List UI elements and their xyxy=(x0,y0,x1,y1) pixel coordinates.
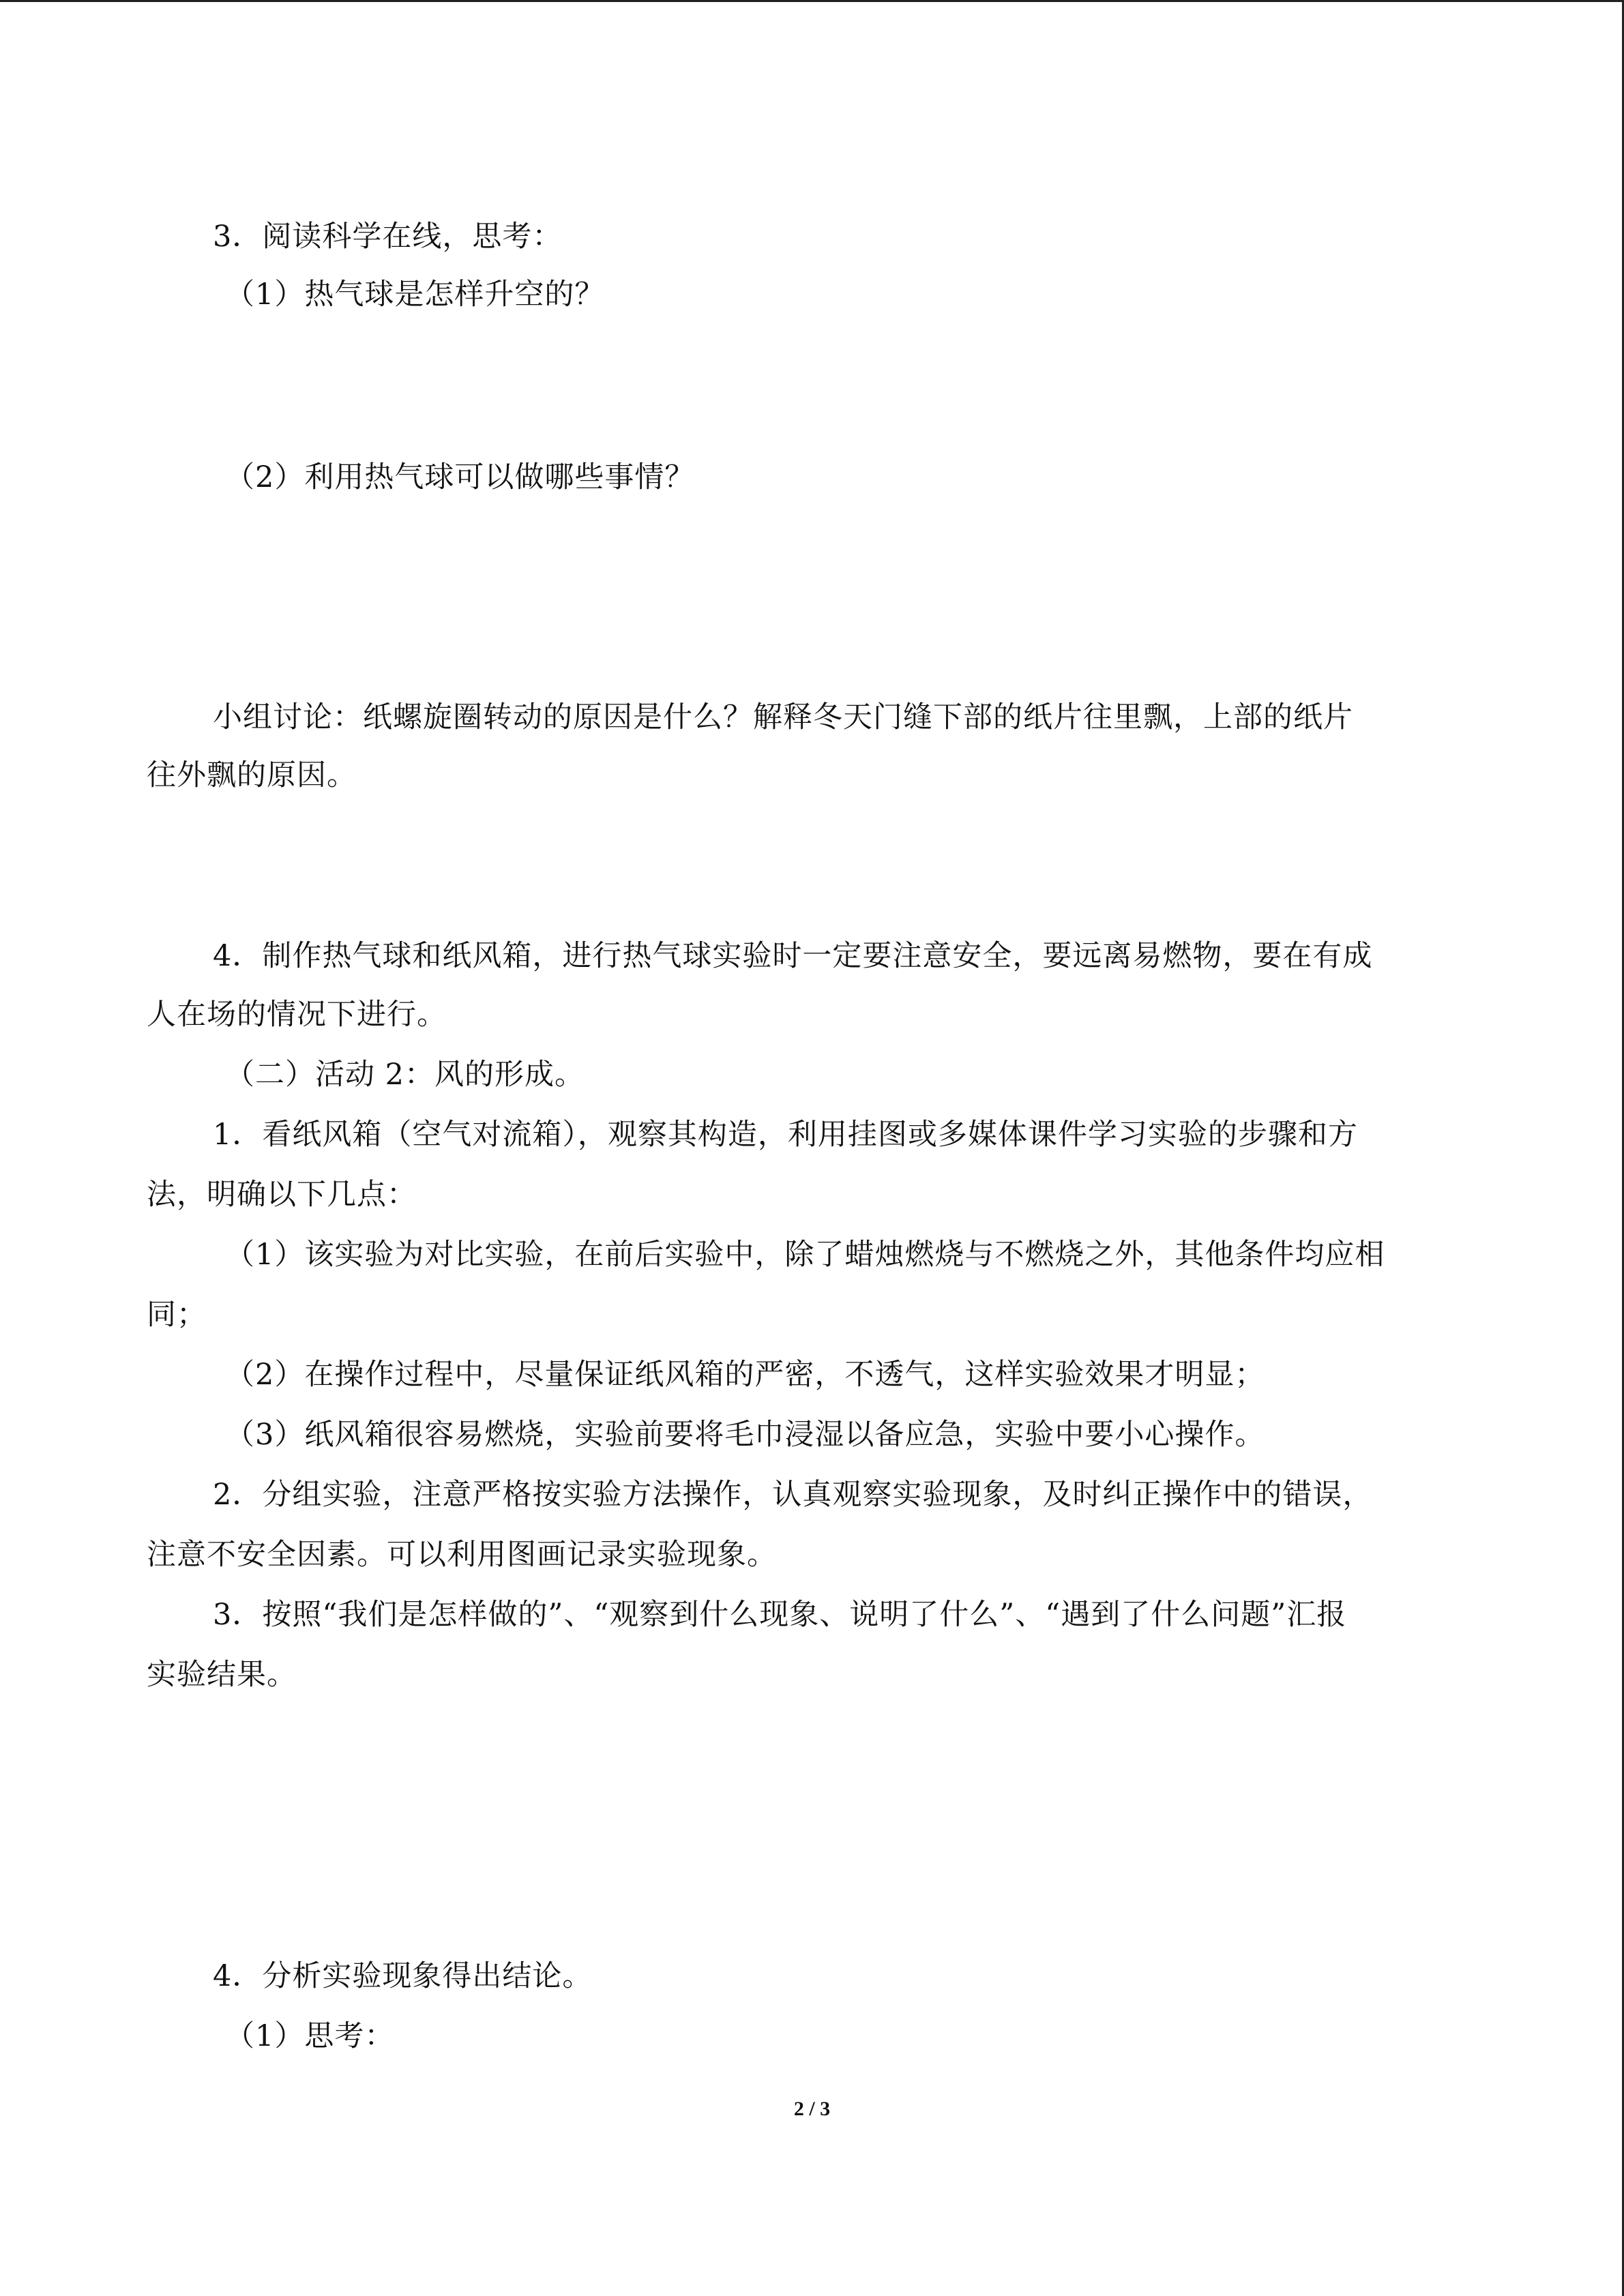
point-2: （2）在操作过程中，尽量保证纸风箱的严密，不透气，这样实验效果才明显； xyxy=(225,1358,1265,1392)
point-3: （3）纸风箱很容易燃烧，实验前要将毛巾浸湿以备应急，实验中要小心操作。 xyxy=(225,1418,1265,1452)
step-2-line-1: 2．分组实验，注意严格按实验方法操作，认真观察实验现象，及时纠正操作中的错误， xyxy=(213,1478,1373,1512)
step-2-line-2: 注意不安全因素。可以利用图画记录实验现象。 xyxy=(147,1538,777,1572)
point-1-line-1: （1）该实验为对比实验，在前后实验中，除了蜡烛燃烧与不燃烧之外，其他条件均应相 xyxy=(225,1238,1385,1272)
question-1: （1）热气球是怎样升空的？ xyxy=(225,278,605,312)
item-4-line-1: 4．制作热气球和纸风箱，进行热气球实验时一定要注意安全，要远离易燃物，要在有成 xyxy=(213,939,1373,973)
step-4-thinking: （1）思考： xyxy=(225,2019,395,2053)
step-3-line-2: 实验结果。 xyxy=(147,1658,297,1692)
group-discussion-line-1: 小组讨论：纸螺旋圈转动的原因是什么？解释冬天门缝下部的纸片往里飘，上部的纸片 xyxy=(213,700,1353,734)
step-1-line-1: 1．看纸风箱（空气对流箱），观察其构造，利用挂图或多媒体课件学习实验的步骤和方 xyxy=(213,1118,1358,1152)
step-3-line-1: 3．按照“我们是怎样做的”、“观察到什么现象、说明了什么”、“遇到了什么问题”汇报 xyxy=(213,1598,1347,1632)
group-discussion-line-2: 往外飘的原因。 xyxy=(147,758,357,792)
page-number: 2 / 3 xyxy=(793,2098,831,2120)
step-1-line-2: 法，明确以下几点： xyxy=(147,1178,417,1212)
item-4-line-2: 人在场的情况下进行。 xyxy=(147,998,447,1032)
question-2: （2）利用热气球可以做哪些事情？ xyxy=(225,460,695,494)
point-1-line-2: 同； xyxy=(147,1298,207,1332)
item-3-heading: 3．阅读科学在线，思考： xyxy=(213,220,563,254)
activity-2-heading: （二）活动 2：风的形成。 xyxy=(225,1058,585,1092)
step-4: 4．分析实验现象得出结论。 xyxy=(213,1959,593,1993)
